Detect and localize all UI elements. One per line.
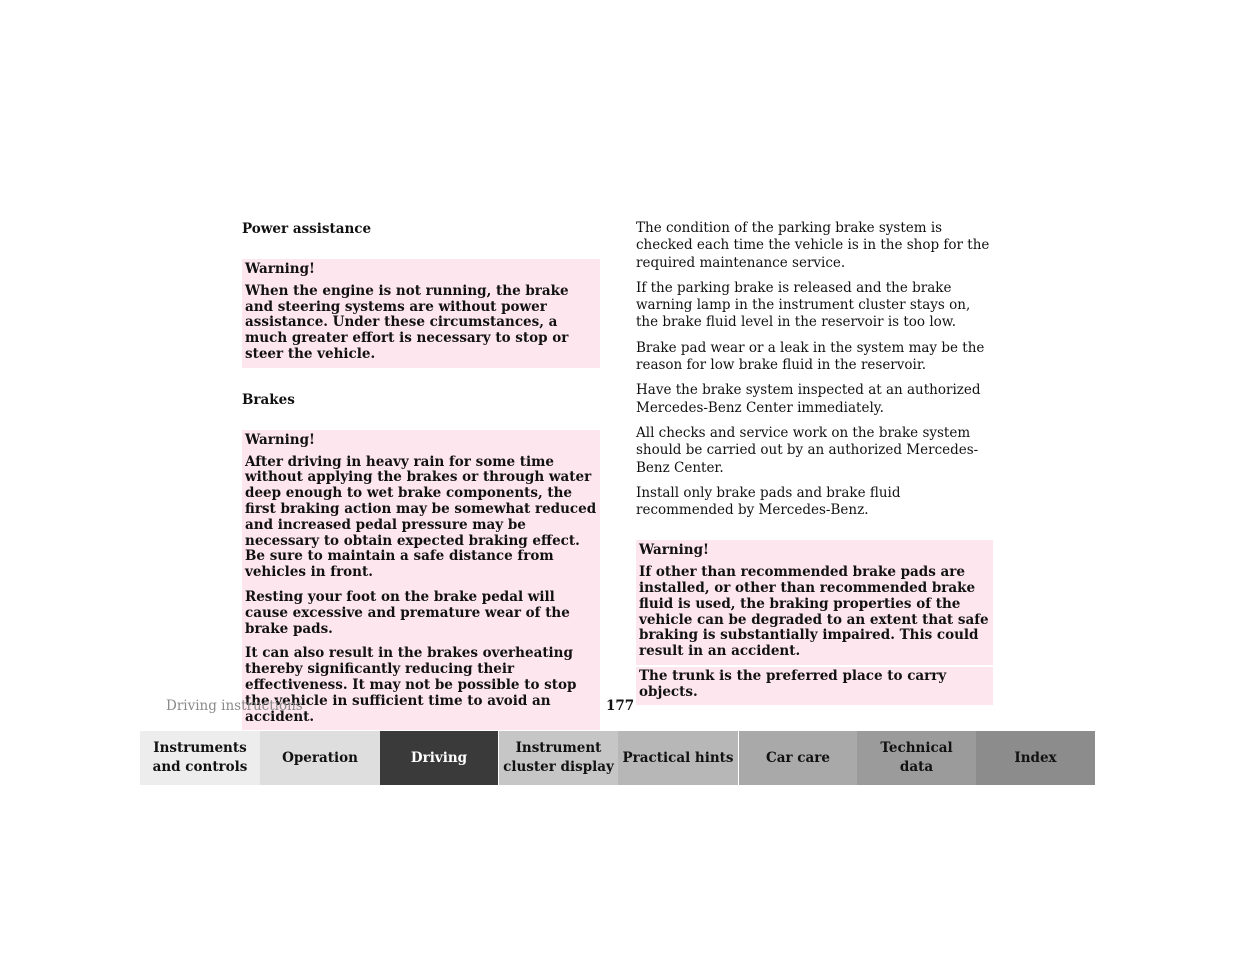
- body-paragraph: Brake pad wear or a leak in the system may be the reason for low brake fluid in the reservoir.: [636, 339, 985, 374]
- nav-technical-data[interactable]: Technical data: [857, 731, 976, 785]
- page-number: 177: [606, 698, 635, 714]
- warning-text: It can also result in the brakes overheating thereby significantly reducing their effectiveness. It may not be possible to stop the vehicle in sufficient time to avoid an accident.: [245, 645, 577, 725]
- body-paragraph: All checks and service work on the brake system should be carried out by an authorized Mercedes-Benz Center.: [636, 424, 979, 476]
- warning-title: Warning!: [245, 431, 315, 448]
- bottom-navigation: [140, 731, 1095, 785]
- nav-driving[interactable]: Driving: [380, 731, 498, 785]
- trunk-note: The trunk is the preferred place to carry objects.: [636, 667, 993, 705]
- nav-practical-hints[interactable]: Practical hints: [618, 731, 738, 785]
- nav-car-care[interactable]: Car care: [738, 731, 857, 785]
- nav-instruments-and-controls[interactable]: Instruments and controls: [140, 731, 260, 785]
- body-paragraph: If the parking brake is released and the brake warning lamp in the instrument cluster stays on, the brake fluid level in the reservoir is too low.: [636, 279, 971, 331]
- warning-text: When the engine is not running, the brake and steering systems are without power assistance. Under these circumstances, a much greater effort is necessary to stop or steer the vehicle.: [245, 282, 569, 362]
- brakes-heading: Brakes: [242, 391, 295, 408]
- warning-text: Resting your foot on the brake pedal will cause excessive and premature wear of the brake pads.: [245, 588, 570, 637]
- warning-text: After driving in heavy rain for some time without applying the brakes or through water deep enough to wet brake components, the first braking action may be somewhat reduced and increased pedal pressure may be necessary to obtain expected braking effect. Be sure to maintain a safe distance from vehicles in front.: [245, 453, 597, 581]
- power-assistance-warning: [242, 259, 600, 368]
- power-assistance-heading: Power assistance: [242, 221, 372, 237]
- section-title: Driving instructions: [166, 698, 303, 714]
- nav-index[interactable]: Index: [976, 731, 1095, 785]
- brakes-warning: [242, 430, 600, 731]
- warning-title: Warning!: [245, 261, 315, 277]
- warning-text: If other than recommended brake pads are installed, or other than recommended brake fluid is used, the braking properties of the vehicle can be degraded to an extent that safe braking is substantially impaired. This could result in an accident.: [639, 564, 989, 660]
- nav-instrument-cluster-display[interactable]: Instrument cluster display: [498, 731, 618, 785]
- body-paragraph: The condition of the parking brake system is checked each time the vehicle is in the shop for the required maintenance service.: [636, 220, 990, 271]
- right-column: [636, 220, 993, 705]
- body-paragraph: Install only brake pads and brake fluid recommended by Mercedes-Benz.: [636, 484, 901, 519]
- nav-operation[interactable]: Operation: [260, 731, 380, 785]
- warning-title: Warning!: [639, 542, 709, 559]
- left-column: [242, 220, 600, 730]
- brake-pads-warning: [636, 540, 993, 665]
- body-paragraph: Have the brake system inspected at an authorized Mercedes-Benz Center immediately.: [636, 382, 981, 416]
